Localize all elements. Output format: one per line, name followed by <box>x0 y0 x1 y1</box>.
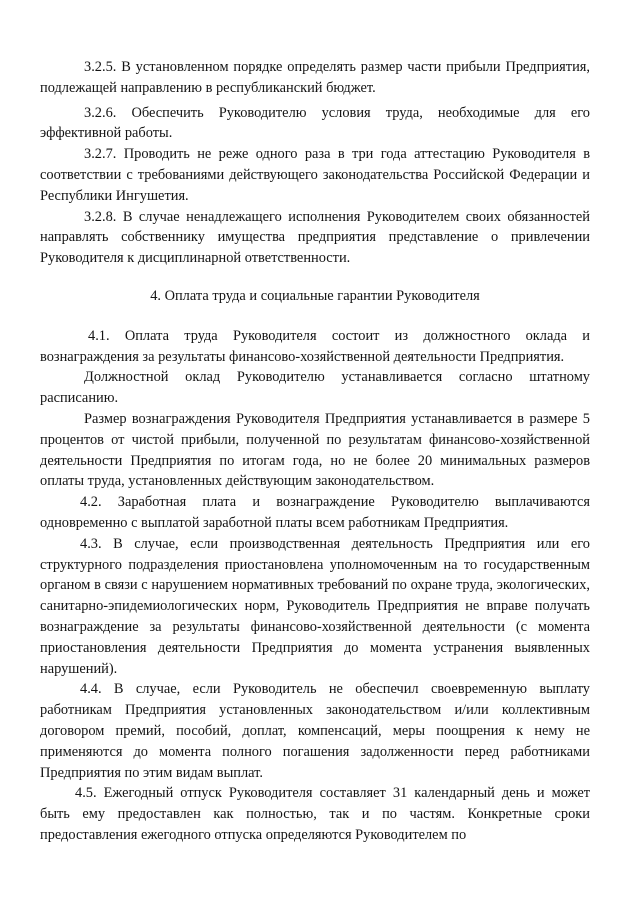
clause-4-4: 4.4. В случае, если Руководитель не обеспечил своевременную выплату работникам Предприятия установленных законодательством и/или коллективным договором премий, пособий, доплат, компенсаций, меры поощрения к нему не применяются до момента полного погашения задолженности перед работниками Предприятия по этим видам выплат. <box>40 681 590 781</box>
clause-3-2-8: 3.2.8. В случае ненадлежащего исполнения Руководителем своих обязанностей направлять собственнику имущества предприятия представление о привлечении Руководителя к дисциплинарной ответственности. <box>40 208 590 267</box>
document-page <box>40 57 590 846</box>
section-4-heading: 4. Оплата труда и социальные гарантии Руководителя <box>150 287 480 304</box>
clause-4-2: 4.2. Заработная плата и вознаграждение Руководителю выплачиваются одновременно с выплатой заработной платы всем работникам Предприятия. <box>40 494 590 531</box>
clause-4-5: 4.5. Ежегодный отпуск Руководителя составляет 31 календарный день и может быть ему предоставлен как полностью, так и по частям. Конкретные сроки предоставления ежегодного отпуска определяются Руководителем по <box>40 785 590 843</box>
clause-3-2-6: 3.2.6. Обеспечить Руководителю условия труда, необходимые для его эффективной работы. <box>40 104 590 142</box>
clause-4-1: 4.1. Оплата труда Руководителя состоит из должностного оклада и вознаграждения за результаты финансово-хозяйственной деятельности Предприятия. <box>40 327 590 365</box>
clause-3-2-7: 3.2.7. Проводить не реже одного раза в три года аттестацию Руководителя в соответствии с требованиями действующего законодательства Российской Федерации и Республики Ингушетия. <box>40 146 590 204</box>
clause-4-3: 4.3. В случае, если производственная деятельность Предприятия или его структурного подразделения приостановлена уполномоченным на то государственным органом в связи с нарушением нормативных требований по охране труда, экологических, санитарно-эпидемиологических норм, Руководитель Предприятия не вправе получать вознаграждение за результаты финансово-хозяйственной деятельности (с момента приостановления деятельности Предприятия до момента устранения выявленных нарушений). <box>40 535 590 677</box>
clause-3-2-5: 3.2.5. В установленном порядке определять размер части прибыли Предприятия, подлежащей направлению в республиканский бюджет. <box>40 59 590 96</box>
clause-4-1-reward: Размер вознаграждения Руководителя Предприятия устанавливается в размере 5 процентов от чистой прибыли, полученной по результатам финансово-хозяйственной деятельности Предприятия по итогам года, но не более 20 минимальных размеров оплаты труда, установленных действующим законодательством. <box>40 410 590 490</box>
clause-4-1-salary: Должностной оклад Руководителю устанавливается согласно штатному расписанию. <box>40 369 590 407</box>
